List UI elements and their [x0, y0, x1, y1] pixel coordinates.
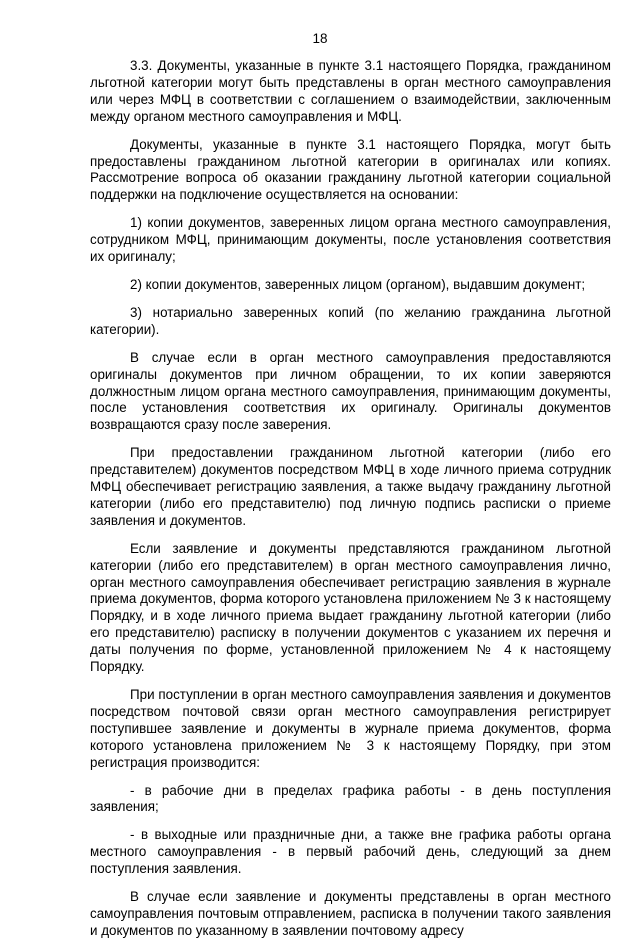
- paragraph-postal-receipt: В случае если заявление и документы представлены в орган местного самоуправления почтовым отправлением, расписка в получении такого заявления и документов по указанному в заявлении почтовому адресу: [90, 889, 611, 938]
- paragraph-3-3: 3.3. Документы, указанные в пункте 3.1 настоящего Порядка, гражданином льготной категории могут быть представлены в орган местного самоуправления или через МФЦ в соответствии с соглашением о взаимодействии, заключенным между органом местного самоуправления и МФЦ.: [90, 58, 611, 124]
- paragraph-documents-originals-copies: Документы, указанные в пункте 3.1 настоящего Порядка, могут быть предоставлены гражданином льготной категории в оригиналах или копиях. Рассмотрение вопроса об оказании гражданину льготной категории социальной поддержки на подключение осуществляется на основании:: [90, 136, 611, 203]
- paragraph-personal-submission: Если заявление и документы представляются гражданином льготной категории (либо его представителем) в орган местного самоуправления лично, орган местного самоуправления обеспечивает регистрацию заявления в журнале приема документов, форма которого установлена приложением № 3 к настоящему Порядку, и в ходе личного приема выдает гражданину льготной категории (либо его представителю) расписку в получении документов с указанием их перечня и даты получения по форме, установленной приложением № 4 к настоящему Порядку.: [90, 540, 611, 675]
- list-item-3: 3) нотариально заверенных копий (по желанию гражданина льготной категории).: [90, 304, 611, 337]
- list-item-holidays: - в выходные или праздничные дни, а также вне графика работы органа местного самоуправления - в первый рабочий день, следующий за днем поступления заявления.: [90, 827, 611, 877]
- paragraph-originals-certification: В случае если в орган местного самоуправления предоставляются оригиналы документов при личном обращении, то их копии заверяются должностным лицом органа местного самоуправления, принимающим документы, после установления соответствия их оригиналу. Оригиналы документов возвращаются сразу после заверения.: [90, 349, 611, 433]
- page-number: 18: [312, 31, 328, 46]
- paragraph-mfc-submission: При предоставлении гражданином льготной категории (либо его представителем) документов посредством МФЦ в ходе личного приема сотрудник МФЦ обеспечивает регистрацию заявления, а также выдачу гражданину льготной категории (либо его представителю) под личную подпись расписки о приеме заявления и документов.: [90, 445, 611, 528]
- document-body: [90, 58, 611, 951]
- list-item-1: 1) копии документов, заверенных лицом органа местного самоуправления, сотрудником МФЦ, принимающим документы, после установления соответствия их оригиналу;: [90, 215, 611, 265]
- paragraph-postal-submission: При поступлении в орган местного самоуправления заявления и документов посредством почтовой связи орган местного самоуправления регистрирует поступившее заявление и документы в журнале приема документов, форма которого установлена приложением № 3 к настоящему Порядку, при этом регистрация производится:: [90, 687, 611, 770]
- list-item-2: 2) копии документов, заверенных лицом (органом), выдавшим документ;: [130, 276, 586, 292]
- list-item-working-days: - в рабочие дни в пределах графика работы - в день поступления заявления;: [90, 782, 611, 815]
